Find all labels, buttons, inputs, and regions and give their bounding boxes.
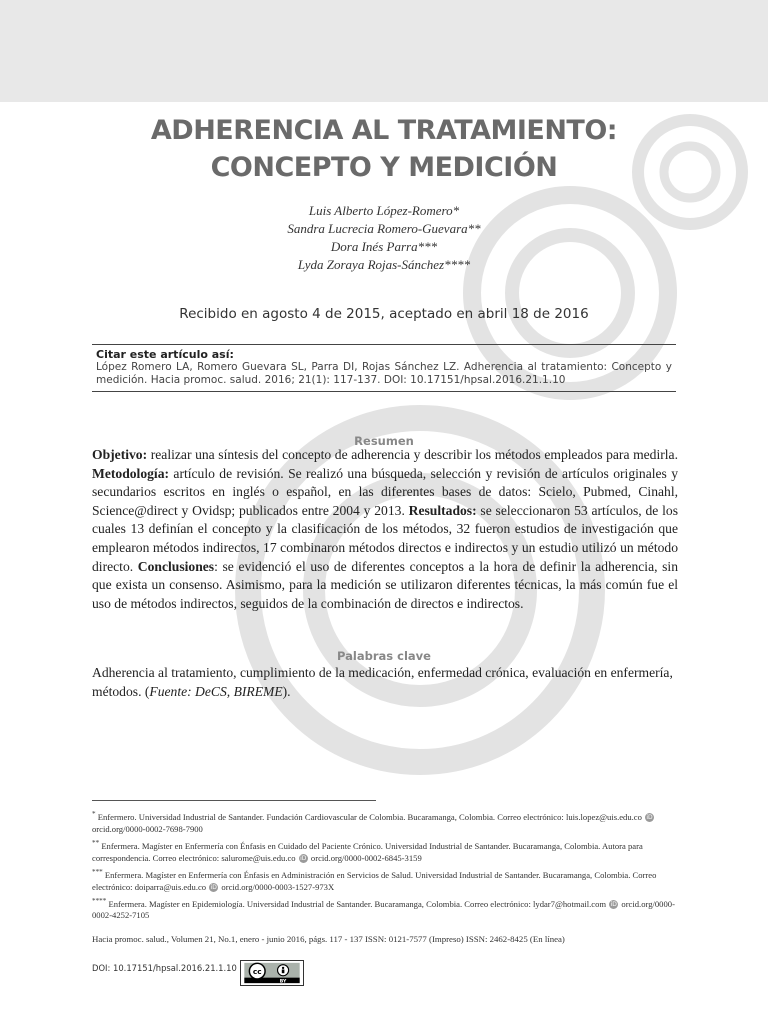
by-person-icon-body (282, 969, 285, 973)
footnote-mark: ** (92, 838, 100, 847)
author-2: Sandra Lucrecia Romero-Guevara** (287, 221, 481, 236)
title-line-2: CONCEPTO Y MEDICIÓN (210, 152, 558, 183)
resultados-text: se seleccionaron 53 artículos, de los cuales 13 definían el concepto y la clasificación de los métodos, 32 fueron estudios de investigación que emplearon métodos indirectos, 17 combinaron métodos directos e indirectos y un estudio utilizó un método directo. (92, 502, 678, 574)
header-band (0, 0, 768, 102)
keywords-body (92, 664, 678, 701)
footnote-text: Enfermero. Universidad Industrial de Santander. Fundación Cardiovascular de Colombia. Bucaramanga, Colombia. Correo electrónico: luis.lopez@uis.edu.co (97, 811, 642, 822)
by-label: BY (279, 979, 287, 985)
keywords-close: ). (282, 683, 291, 699)
metodologia-label: Metodología: (92, 465, 170, 481)
cc-by-license-icon[interactable] (240, 960, 304, 986)
footnote-orcid-link[interactable]: orcid.org/0000-0002-6845-3159 (310, 852, 422, 863)
orcid-icon: iD (210, 884, 217, 892)
abstract-body (92, 446, 678, 613)
received-dates: Recibido en agosto 4 de 2015, aceptado en abril 18 de 2016 (179, 306, 589, 322)
orcid-icon: iD (646, 814, 653, 822)
resultados-label: Resultados: (408, 502, 477, 518)
footnote-mark: * (92, 810, 96, 818)
objetivo-label: Objetivo: (92, 447, 148, 462)
footnote-mark: *** (92, 867, 103, 876)
footnote-orcid-link[interactable]: orcid.org/0000-0002-7698-7900 (92, 823, 203, 834)
citation-text: López Romero LA, Romero Guevara SL, Parra DI, Rojas Sánchez LZ. Adherencia al tratamiento: Concepto y medición. Hacia promoc. salud. 2016; 21(1): 117-137. DOI: 10.17151/hpsal.2016.21.1.10 (96, 361, 672, 386)
author-3: Dora Inés Parra*** (330, 239, 438, 254)
keywords-heading: Palabras clave (337, 649, 431, 663)
citation-box (92, 344, 676, 392)
footnotes (92, 808, 680, 923)
footnote (92, 837, 680, 864)
journal-reference: Hacia promoc. salud., Volumen 21, No.1, enero - junio 2016, págs. 117 - 137 ISSN: 0121-7577 (Impreso) ISSN: 2462-8425 (En línea) (92, 934, 565, 944)
author-4: Lyda Zoraya Rojas-Sánchez**** (297, 257, 471, 272)
footnote-mark: **** (92, 896, 107, 905)
metodologia-text: artículo de revisión. Se realizó una búsqueda, selección y revisión de artículos originales y secundarios escritos en inglés o español, en las diferentes bases de datos: Scielo, Pubmed, Cinahl, Science@direct y Ovidsp; publicados entre 2004 y 2013. (92, 465, 678, 518)
citation-heading: Citar este artículo así: (96, 348, 234, 361)
footnote-text: Enfermera. Magíster en Epidemiología. Universidad Industrial de Santander. Bucaramanga, Colombia. Correo electrónico: lydar7@hotmail.com (108, 898, 607, 909)
footnote-text: Enfermera. Magíster en Enfermería con Énfasis en Administración en Servicios de Salud. Universidad Industrial de Santander. Bucaramanga, Colombia. Correo electrónico: doiparra@uis.edu.co (92, 869, 657, 892)
footnote-orcid-link[interactable]: orcid.org/0000-0003-1527-973X (221, 881, 335, 892)
footnote-text: Enfermera. Magíster en Enfermería con Énfasis en Cuidado del Paciente Crónico. Universidad Industrial de Santander. Bucaramanga, Colombia. Autora para correspondencia. Correo electrónico: salurome@uis.edu.co (92, 840, 643, 863)
conclusiones-text: : se evidenció el uso de diferentes conceptos a la hora de definir la adherencia, sin que exista un consenso. Asimismo, para la medición se utilizaron diferentes técnicas, la más común fue el uso de métodos indirectos, seguidos de la combinación de directos e indirectos. (92, 558, 678, 611)
footnote (92, 808, 680, 835)
by-person-icon-head (282, 967, 284, 969)
orcid-icon: iD (610, 900, 617, 908)
keywords-text: Adherencia al tratamiento, cumplimiento de la medicación, enfermedad crónica, evaluación en enfermería, métodos. ( (92, 665, 673, 699)
title-line-1: ADHERENCIA AL TRATAMIENTO: (150, 115, 618, 146)
author-list (0, 202, 768, 274)
doi-reference[interactable]: DOI: 10.17151/hpsal.2016.21.1.10 (92, 963, 237, 973)
cc-badge-footer (244, 978, 299, 984)
conclusiones-label: Conclusiones (137, 558, 215, 574)
author-1: Luis Alberto López-Romero* (308, 203, 460, 218)
article-title (0, 112, 768, 186)
keywords-source: Fuente: DeCS, BIREME (149, 683, 283, 699)
abstract-heading: Resumen (354, 434, 414, 448)
objetivo-text: realizar una síntesis del concepto de adherencia y describir los métodos empleados para medirla. (147, 447, 678, 462)
cc-logo-text: cc (252, 966, 262, 976)
footnote-divider (92, 800, 376, 801)
footnote (92, 895, 680, 922)
footnote-orcid-link[interactable]: orcid.org/0000-0002-4252-7105 (92, 898, 675, 921)
orcid-icon: iD (300, 855, 307, 863)
footnote (92, 866, 680, 893)
